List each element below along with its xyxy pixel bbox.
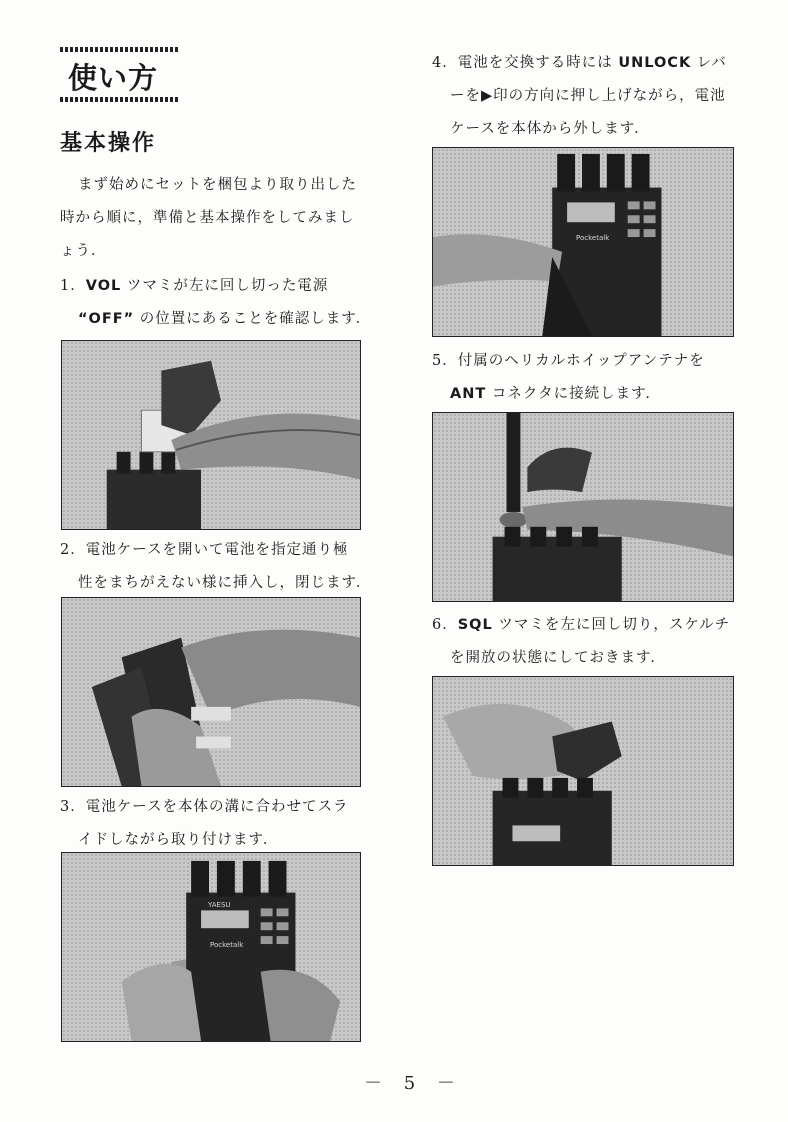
step-4-photo [432,147,734,337]
step-5-line-1: 5．付属のヘリカルホイップアンテナを [432,353,705,369]
step-3-radio-brand: YAESU [208,901,231,909]
step-6-number: 6． [432,617,458,633]
step-1-line-1 [60,276,328,296]
section-heading: 基本操作 [60,131,157,156]
step-3-radio-model: Pocketalk [210,941,244,949]
step-2-line-1: 2．電池ケースを開いて電池を指定通り極 [60,542,349,558]
step-6-text: ツマミを左に回し切り，スケルチ [492,617,731,633]
step-6-photo [432,676,734,866]
step-6-line-1 [432,615,730,635]
step-3-line-2: イドしながら取り付けます． [78,832,279,848]
step-1-keyword: VOL [85,278,122,294]
step-1-off-keyword: “OFF” [78,311,135,327]
step-2-photo [61,597,361,787]
title-top-ornament [60,47,180,52]
step-4-text-2: レバ [691,55,727,71]
intro-line-2: 時から順に，準備と基本操作をしてみまし [60,210,355,226]
page-title: 使い方 [68,61,159,95]
step-3-photo [61,852,361,1042]
step-4-line-2: ーを▶印の方向に押し上げながら，電池 [450,88,726,104]
step-5-text: コネクタに接続します． [486,386,661,402]
intro-line-3: ょう． [60,243,107,259]
step-1-number: 1． [60,278,86,294]
page-number: － 5 － [364,1073,463,1094]
step-4-keyword: UNLOCK [618,55,692,71]
step-3-line-1: 3．電池ケースを本体の溝に合わせてスラ [60,799,349,815]
step-5-photo [432,412,734,602]
step-1-text: ツマミが左に回し切った電源 [121,278,329,294]
step-4-radio-model: Pocketalk [576,234,610,242]
step-6-line-2: を開放の状態にしておきます． [450,650,666,666]
step-4-line-3: ケースを本体から外します． [450,121,650,137]
step-5-line-2 [450,384,661,404]
step-1-text-2: の位置にあることを確認します． [134,311,372,327]
step-1-photo [61,340,361,530]
intro-line-1: まず始めにセットを梱包より取り出した [78,177,357,193]
step-4-line-1 [432,53,727,73]
step-6-keyword: SQL [457,617,493,633]
step-5-keyword: ANT [450,386,487,402]
step-4-text: 4．電池を交換する時には [432,55,619,71]
step-1-line-2 [78,309,371,329]
step-2-line-2: 性をまちがえない様に挿入し，閉じます． [78,575,372,591]
title-bottom-ornament [60,97,180,102]
